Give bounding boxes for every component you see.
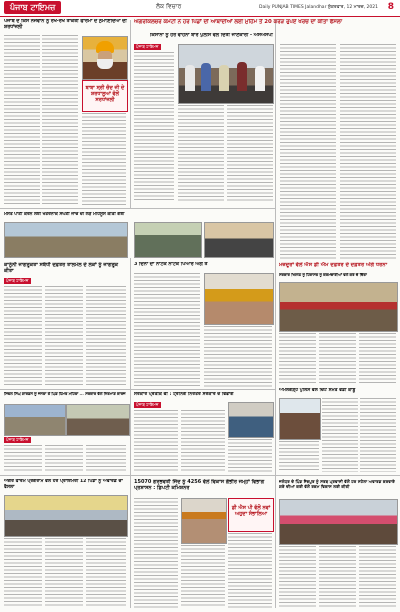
notice-text: ਡੀ ਐਸ ਪੀ ਵੱਲੋਂ ਨਵਾਂ ਅਹੁਦਾ ਸੰਭਾਲਿਆ [231,505,271,517]
portrait-photo [82,36,128,80]
headline-mid-right: ਮਜ਼ਦੂਰਾਂ ਵੱਲੋਂ ਐਸ ਡੀ ਐਮ ਦਫ਼ਤਰ ਦੇ ਦਫ਼ਤਰ ਅੱਗੇ ਧਰਨਾ [279,262,388,268]
headline-strip-lower: ਸਿਵਲ ਸਿੰਘ ਗਾਰਡਨ ਨੂੰ ਜਨਤਾ ਤੋਂ ਪਿੰਡ ਹਿੰਮਤ ਮਹਿਤਾ ... ਸਰਕਾਰ ਵੱਲੋਂ ਨਿਰਮਾਣ ਕਾਰਜ [4,392,126,396]
subheadline-top-right: ਕਿਸਾਨਾਂ ਨੂੰ ਹਰ ਵਾਹਨਾਂ ਬਾਰੇ ਪੁਲੀਸ ਵੱਲੋਂ ਦਿੱਤੀ ਜਾਣਕਾਰੀ - ਐਸਐਸਪੀ [150,33,273,38]
headline-top-left: ਪੰਜਾਬ ਦੇ ਕਿਸ ਨੌਜਵਾਨ ਨੂੰ ਰੱਖ-ਰੱਖ ਤਾਕਤੀ ਫਾਰਮਾਂ ਦੇ ਨੁਮਾਇੰਦਿਆਂ ਦੀ ਸ਼ਰਧਾਂਜਲੀ [4,19,127,30]
section-divider [0,208,275,209]
section-divider [0,389,275,390]
headline-bottom-left: ਐਗਰੋ ਫਾਰਮ ਪ੍ਰੋਗਰਾਮ ਵੱਲੋਂ ਹਰ ਪ੍ਰਾਇਮਰੀ 12 ਪਿੰਡਾਂ ਨੂੰ ਅਵਾਰਡ ਦਾ ਫੈਸਲਾ [4,479,123,490]
column-divider [130,258,131,608]
person-shape [237,62,247,91]
article-body [359,333,396,385]
person-shape [219,65,229,91]
event-photo [204,222,274,258]
section-kicker: ਪੰਜਾਬ ਟਾਇਮਜ਼ [136,402,159,407]
headline-mid-left: ਕਾਨੂੰਨੀ ਜਾਗਰੂਕਤਾ ਸਬੰਧੀ ਦਫ਼ਤਰ ਤਾਲਮੇਲ ਦੇ ਲੋਕਾਂ ਨੂੰ ਜਾਗਰੂਕ ਕੀਤਾ [4,262,119,275]
article-body [340,44,396,259]
column-divider [275,20,276,608]
article-body [228,439,272,472]
person-shape [201,63,211,91]
notice-box [228,498,274,532]
headline-bottom-right: ਜਲੰਧਰ ਦੇ ਪਿੰਡ ਸੈਦਪੁਰ ਨੂੰ ਸਰਬ ਪ੍ਰਵਾਸੀ ਵੱਲੋਂ ਹਰ ਸਹੇਲਾ ਅਵਾਰਡ ਕਰਵਾਏ ਗਏ ਦੀਆਂ ਕਈ ਵੱਲੋਂ ਰਕਮ ਵਿਕਾਸ ਲਈ ਕੀਤੀ [279,479,395,490]
headline-bottom-center: 15070 ਗਰਭਵਤੀ ਜਿੰਦ ਨੂੰ 4256 ਵੱਲੋਂ ਵਿਕਾਸ ਗੰਭੀਰ ਜਮ੍ਹਾਂ ਵਿਭਾਗ ਪ੍ਰਸ਼ਾਸਨ : ਡਿਪਟੀ ਕਮਿਸ਼ਨਰ [134,479,265,492]
article-body [360,398,396,472]
article-body [86,445,126,473]
article-body [204,326,272,387]
article-body [45,445,83,473]
article-body [279,441,319,472]
headline-lower-right: ਅਮਲਗੜ੍ਹ ਪੁਲਿਸ ਵੱਲੋਂ ਚਿੱਟੇ ਸਮੇਤ ਵੱਡੀ ਕਾਬੂ [279,388,356,393]
article-body [319,333,356,385]
article-body [4,35,40,205]
publication-name: ਪੰਜਾਬ ਟਾਇਮਜ਼ [4,1,61,14]
article-body [4,286,42,386]
event-photo [4,404,66,436]
article-body [42,35,78,205]
article-body [4,538,42,608]
group-photo [4,495,128,537]
article-body [134,273,200,387]
article-body [359,546,396,608]
article-body [280,44,336,259]
article-body [4,445,42,473]
article-body [181,410,225,472]
section-title: ਲੋਕ ਵਿਚਾਰ [156,3,182,10]
tribute-text: ਬਾਬਾ ਸ੍ਰੀ ਚੰਦ ਜੀ ਦੇ ਸ਼ਰਧਾਲੂਆਂ ਵੱਲੋਂ ਸਰਧਾਂਜਲੀ [85,85,125,103]
article-body [45,286,83,386]
person-shape [185,65,195,91]
article-body [178,105,224,203]
page-number: 8 [387,2,394,12]
award-photo [279,499,398,545]
portrait-photo [204,273,274,325]
section-divider [0,475,400,476]
event-photo [66,404,130,436]
headline-top-right: ਐਗਰੀਕਲਚਰ ਕਮੇਟੀ ਨੇ ਹਰ ਪਿੰਡਾਂ ਦੀ ਆਬਾਦੀਆਂ ਲਈ ਮੁਹਿੰਮ ਤੋਂ 20 ਕਰੋੜ ਰੁਪਏ ਖਰਚ ਦਾ ਕੀਤਾ ਫੈਸਲਾ [134,19,343,25]
article-body [279,333,316,385]
article-body [322,398,358,472]
subheadline-mid-right: ਸਰਕਾਰ ਖਿਲਾਫ਼ ਨੂੰ ਹਿਰਾਸਤ ਨੂੰ ਕਰਮਚਾਰੀਆਂ ਵਲੋਂ ਕਰੋ ਦੇ ਦਿੱਤਾ [279,273,367,277]
tribute-box [82,80,128,112]
meeting-photo [178,44,274,104]
event-photo [134,222,202,258]
article-body [227,105,273,203]
article-body [319,546,356,608]
article-body [181,545,225,608]
article-body [134,498,178,608]
section-kicker: ਪੰਜਾਬ ਟਾਇਮਜ਼ [6,437,29,442]
section-kicker: ਪੰਜਾਬ ਟਾਇਮਜ਼ [6,278,29,283]
article-body [134,52,174,202]
article-body [86,538,126,608]
protest-photo [279,282,398,332]
headline-mid-center: 3 ਦਿਨਾਂ ਦਾ ਨਾਟਕ ਨਾਟਕ ਪਿਆਰ ਅੰਗ ਤੋਂ [134,262,208,267]
column-divider [130,20,131,208]
article-body [45,538,83,608]
article-body [228,533,272,608]
person-shape [255,66,265,91]
issue-date: Daily PUNJAB TIMES Jalandhar ਸ਼ੁੱਕਰਵਾਰ, 12 ਮਾਰਚ, 2021 [259,5,378,10]
article-body [134,410,178,472]
official-portrait [181,498,227,544]
beard-shape [97,59,113,69]
headline-strip-mid: ਮਸਤ ਪਾਣੀ ਕਰਨ ਲਈ ਖਤਰਨਾਕ ਸੰਘਣੀ ਜਾਂਚ ਦੀ ਲੋੜ ਮਹਿਸੂਸ ਕੀਤੀ ਗਈ [4,212,125,217]
accused-photo [279,398,321,440]
headline-lower-center: ਸਰਕਾਰ ਪ੍ਰਤੀਕ ਵੀ : ਟ੍ਰੇਨਿੰਗ ਨਿਰੰਤਰ ਸਰਕਾਰ ਦੇ ਵਿਭਾਗ [134,392,234,397]
event-photo [4,222,128,258]
official-photo [228,402,274,438]
masthead [0,0,400,17]
article-body [279,546,316,608]
article-body [82,113,126,205]
article-body [86,286,126,386]
section-kicker: ਪੰਜਾਬ ਟਾਇਮਜ਼ [136,44,159,49]
